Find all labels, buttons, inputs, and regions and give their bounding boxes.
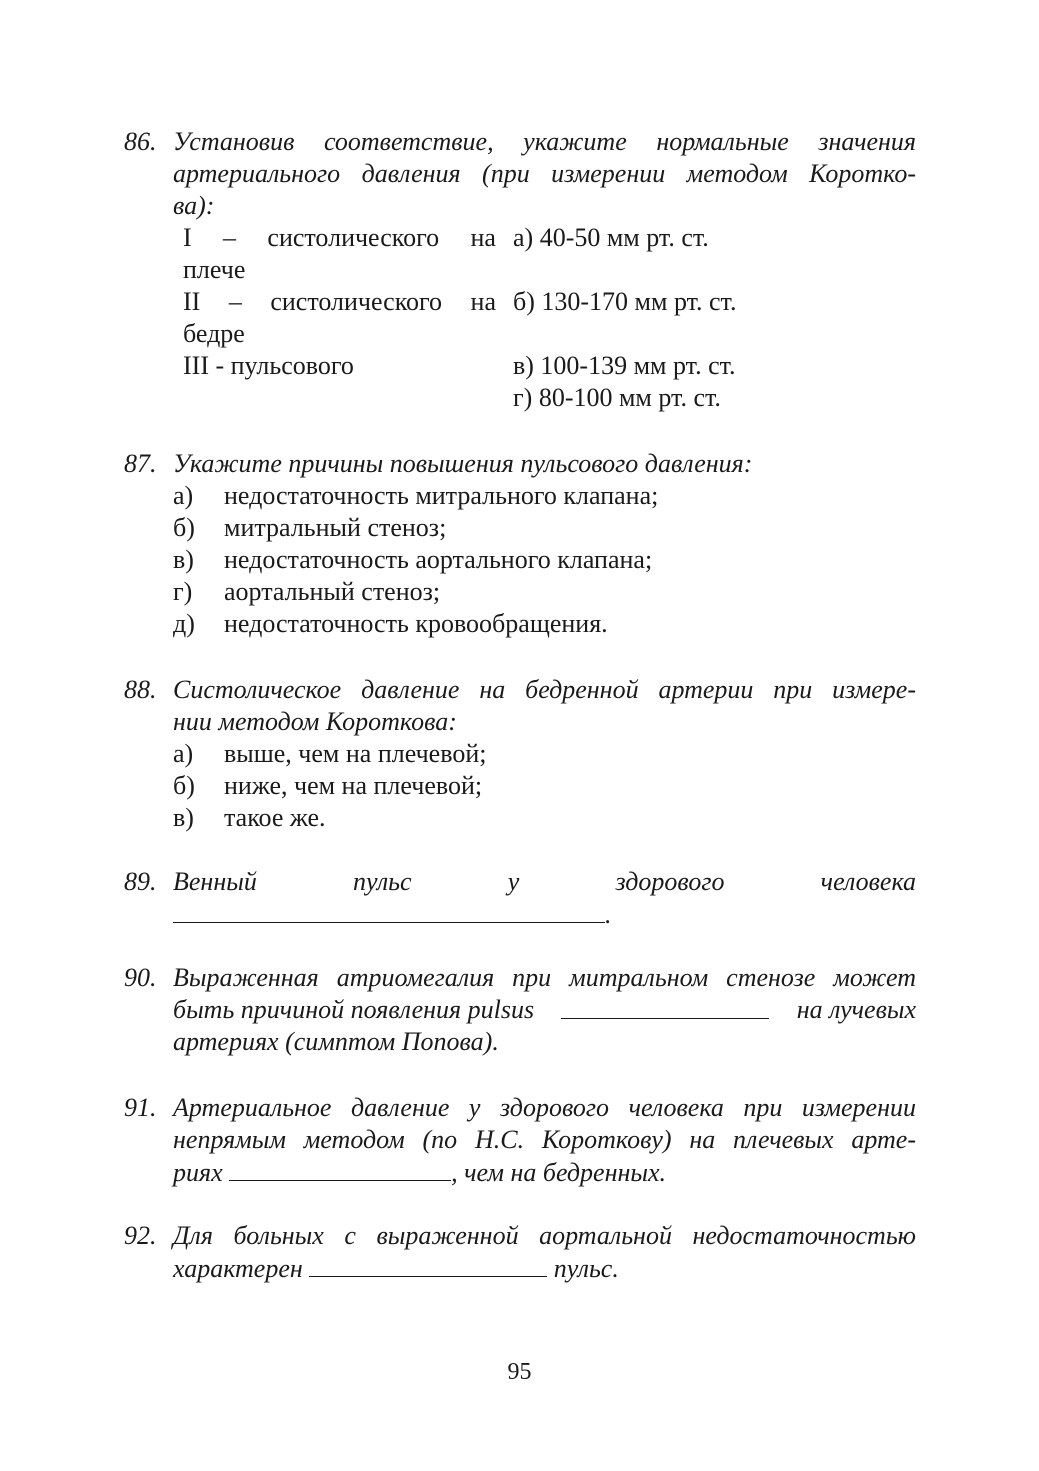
question-line: нии методом Короткова: [173,707,457,736]
question-line: артериях (симптом Попова). [173,1027,499,1056]
question-line: Для больных с выраженной аортальной недостаточностью [173,1221,916,1250]
question-line: непрямым методом (по Н.С. Короткову) на плечевых арте- [173,1125,916,1154]
answer-option: в) такое же. [173,803,326,832]
question-number: 89. [124,867,157,896]
answer-option: б) ниже, чем на плечевой; [173,771,483,800]
question-text [173,866,916,931]
page-number: 95 [507,1359,532,1385]
matching-right-item: в) 100-139 мм рт. ст. [513,351,736,380]
question-text [173,1092,916,1189]
answer-blank[interactable] [561,994,769,1019]
question-text [173,126,916,222]
question-number: 86. [124,127,157,156]
question-text [173,448,916,480]
question-word: человека [820,867,916,896]
answer-option: а) выше, чем на плечевой; [173,739,487,768]
answer-options [173,738,916,834]
answer-blank[interactable] [309,1252,547,1277]
question-number: 87. [124,449,157,478]
question-88 [124,674,916,834]
question-text [173,1220,916,1285]
matching-right-item: а) 40-50 мм рт. ст. [513,223,709,252]
question-line: Выраженная атриомегалия при митральном стенозе может [173,963,916,992]
question-number: 92. [124,1221,157,1250]
question-number: 90. [124,963,157,992]
question-line: риях , чем на бедренных. [173,1158,667,1187]
question-89 [124,866,916,931]
question-line: быть причиной появления pulsus на лучевых [173,995,916,1024]
answer-option: г) аортальный стеноз; [173,577,441,606]
question-line: артериального давления (при измерении методом Коротко- [173,159,916,188]
answer-blank[interactable] [173,898,605,923]
question-number: 91. [124,1093,157,1122]
question-word: у [507,867,520,896]
question-number: 88. [124,675,157,704]
question-86 [124,126,916,222]
matching-right-item: г) 80-100 мм рт. ст. [513,383,721,412]
matching-left-item: III - пульсового [183,351,354,380]
question-line [173,866,916,898]
matching-left-item: II – систолического на бедре [183,287,496,348]
question-line: . [173,898,916,931]
question-line: ва): [173,191,215,220]
question-line: Артериальное давление у здорового человека при измерении [173,1093,916,1122]
matching-left-item: I – систолического на плече [183,223,496,284]
question-text [173,674,916,738]
question-line: Систолическое давление на бедренной артерии при измере- [173,675,916,704]
matching-right-item: б) 130-170 мм рт. ст. [513,287,737,316]
question-line: Установив соответствие, укажите нормальные значения [173,127,916,156]
answer-option: а) недостаточность митрального клапана; [173,481,659,510]
question-90 [124,962,916,1058]
question-line: Укажите причины повышения пульсового давления: [173,449,753,478]
question-92 [124,1220,916,1285]
answer-option: в) недостаточность аортального клапана; [173,545,653,574]
question-text [173,962,916,1058]
answer-blank[interactable] [229,1156,451,1181]
question-word: пульс [353,867,412,896]
answer-option: д) недостаточность кровообращения. [173,609,608,638]
question-91 [124,1092,916,1189]
question-87 [124,448,916,640]
question-line: характерен пульс. [173,1254,619,1283]
answer-option: б) митральный стеноз; [173,513,447,542]
answer-options [173,480,916,640]
question-word: Венный [173,867,257,896]
question-word: здорового [615,867,725,896]
